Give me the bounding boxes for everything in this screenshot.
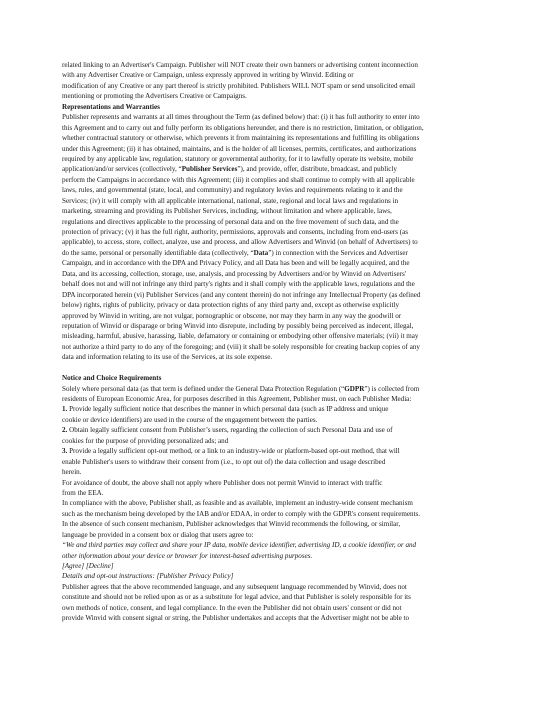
text-line: In the absence of such consent mechanism, Publisher acknowledges that Winvid recommends the following, or similar, [62,520,401,529]
text-line: Publisher agrees that the above recommended language, and any subsequent language recommended by Winvid, does not [62,582,407,591]
intro-paragraph [62,60,494,102]
text-line: laws, rules, and governmental (state, local, and community) and regulatory levies and requirements relating to it and the [62,186,403,195]
text-line: cookie or device identifiers) are used in the course of the engagement between the parties. [62,415,318,424]
italic-text: Details and opt-out instructions: [Publisher Privacy Policy] [62,572,234,581]
text-line: Solely where personal data (as that term is defined under the General Data Protection Regulation (“GDPR”) is collected from [62,384,420,393]
text-line: For avoidance of doubt, the above shall not apply where Publisher does not permit Winvid to interact with traffic [62,478,383,487]
document-page [62,60,494,624]
text-line: 2. Obtain legally sufficient consent from Publisher’s users, regarding the collection of such Personal Data and use of [62,426,393,435]
text-line: Publisher represents and warrants at all times throughout the Term (as defined below) that: (i) it has full authority to enter into [62,113,420,122]
quoted-consent-line [62,551,494,561]
representations-section [62,102,494,363]
text-line: enable Publisher's users to withdraw their consent from (i.e., to opt out of) the data collection and usage described [62,457,386,466]
text-line: 1. Provide legally sufficient notice that describes the manner in which personal data (such as IP address and unique [62,405,389,414]
text-line: In compliance with the above, Publisher shall, as feasible and as available, implement an industry-wide consent mechanism [62,499,413,508]
text-line: DPA incorporated herein (vi) Publisher Services (and any content therein) do not infringe any Intellectual Property (as defined [62,290,421,299]
italic-text: other information about your device or browser for interest-based advertising purposes. [62,551,313,560]
text-line: protection of privacy; (v) it has the full right, authority, permissions, approvals and consents, including from end-users (as [62,228,409,236]
text-line: regulations and directives applicable to the processing of personal data and on the free movement of such data, and the [62,217,399,226]
text-line: reputation of Winvid or disparage or bring Winvid into disrepute, including by possibly being perceived as indecent, illegal, [62,321,414,330]
text-line: required by any applicable law, regulation, statutory or governmental authority, for it to lawfully operate its website, mobile [62,154,414,163]
text-line: herein. [62,468,82,477]
text-line: approved by Winvid in writing, are not vulgar, pornographic or obscene, nor may they harm in any way the goodwill or [62,311,402,320]
text-line: data and information relating to its use of the Services, at its sole expense. [62,353,273,362]
text-line: under this Agreement; (ii) it has obtained, maintains, and is the holder of all licenses, permits, certificates, and authorizations [62,144,417,153]
text-line: 3. Provide a legally sufficient opt-out method, or a link to an industry-wide or platform-based opt-out method, that will [62,447,400,456]
text-line: misleading, harmful, abusive, harassing, liable, defamatory or containing or embodying other offensive materials; (vii) it may [62,332,419,341]
paragraph-gap [62,363,494,373]
text-line: perform the Campaigns in accordance with this Agreement; (iii) it complies and shall continue to comply with all applicable [62,175,415,184]
text-line: from the EEA. [62,488,104,497]
list-number: 2. [62,426,68,435]
defined-term: GDPR [344,384,365,393]
quoted-consent-line [62,571,494,581]
notice-section [62,373,494,624]
italic-text: “We and third parties may collect and share your IP data, mobile device identifier, advertising ID, a cookie identifier, or and [62,541,417,550]
section-heading: Notice and Choice Requirements [62,374,162,383]
text-line: do the same, personal or personally identifiable data (collectively, “Data”) in connection with the Services and Advertiser [62,248,408,257]
quoted-consent-line [62,561,494,571]
text-line: mentioning or promoting the Advertisers Creative or Campaigns. [62,92,247,101]
quoted-consent-line [62,540,494,550]
section-heading: Representations and Warranties [62,102,160,111]
text-line: modification of any Creative or any part thereof is strictly prohibited. Publishers WILL NOT spam or send unsolicited email [62,81,416,90]
text-line: Campaign, and in accordance with the DPA and Privacy Policy, and all Data has been and will be legally acquired, and the [62,259,410,268]
text-line: such as the mechanism being developed by the IAB and/or EDAA, in order to comply with the GDPR's consent requirements. [62,509,421,518]
text-line: related linking to an Advertiser's Campaign. Publisher will NOT create their own banners or advertising content inconnection [62,61,418,69]
text-line: application/and/or services (collectively, “Publisher Services”), and provide, offer, distribute, broadcast, and publicly [62,165,397,174]
text-line: not authorize a third party to do any of the foregoing; and (viii) it shall be solely responsible for creating backup copies of any [62,342,420,351]
text-line: marketing, streaming and providing its Publisher Services, including, without limitation and where applicable, laws, [62,207,392,216]
text-line: constitute and should not be relied upon as or as a substitute for legal advice, and that Publisher is solely responsible for its [62,593,411,602]
italic-text: [Agree] [Decline] [62,562,114,570]
list-number: 3. [62,447,68,456]
list-number: 1. [62,405,68,414]
text-line: cookies for the purpose of providing personalized ads; and [62,436,229,445]
text-line: whether contractual statutory or otherwise, which prevents it from maintaining its representations and fulfilling its obligations [62,134,420,143]
text-line: applicable), to access, store, collect, analyze, use and process, and allow Advertisers and Winvid (on behalf of Advertisers) to [62,238,418,247]
defined-term: Data [253,248,269,257]
text-line: own methods of notice, consent, and legal compliance. In the even the Publisher did not obtain users' consent or did not [62,603,402,612]
defined-term: Publisher Services [181,165,238,174]
text-line: provide Winvid with consent signal or string, the Publisher undertakes and accepts that the Advertiser might not be able to [62,614,410,623]
text-line: with any Advertiser Creative or Campaign, unless expressly approved in writing by Winvid. Editing or [62,71,354,80]
text-line: language be provided in a consent box or dialog that users agree to: [62,530,254,539]
text-line: residents of European Economic Area, for purposes described in this Agreement, Publisher must, on each Publisher Media: [62,395,412,403]
text-line: Services; (iv) it will comply with all applicable international, national, state, regional and local laws and regulations in [62,196,399,205]
text-line: behalf does not and will not infringe any third party's rights and it shall comply with the applicable laws, regulations and the [62,280,415,289]
text-line: below) rights, rights of publicity, privacy or data protection rights of any third party and, except as otherwise explicitly [62,301,399,310]
text-line: this Agreement and to carry out and fully perform its obligations hereunder, and there is no restriction, limitation, or obligation, [62,123,424,132]
text-line: Data, and its accessing, collection, storage, use, analysis, and processing by Advertisers and/or by Winvid on Advertisers' [62,269,407,278]
